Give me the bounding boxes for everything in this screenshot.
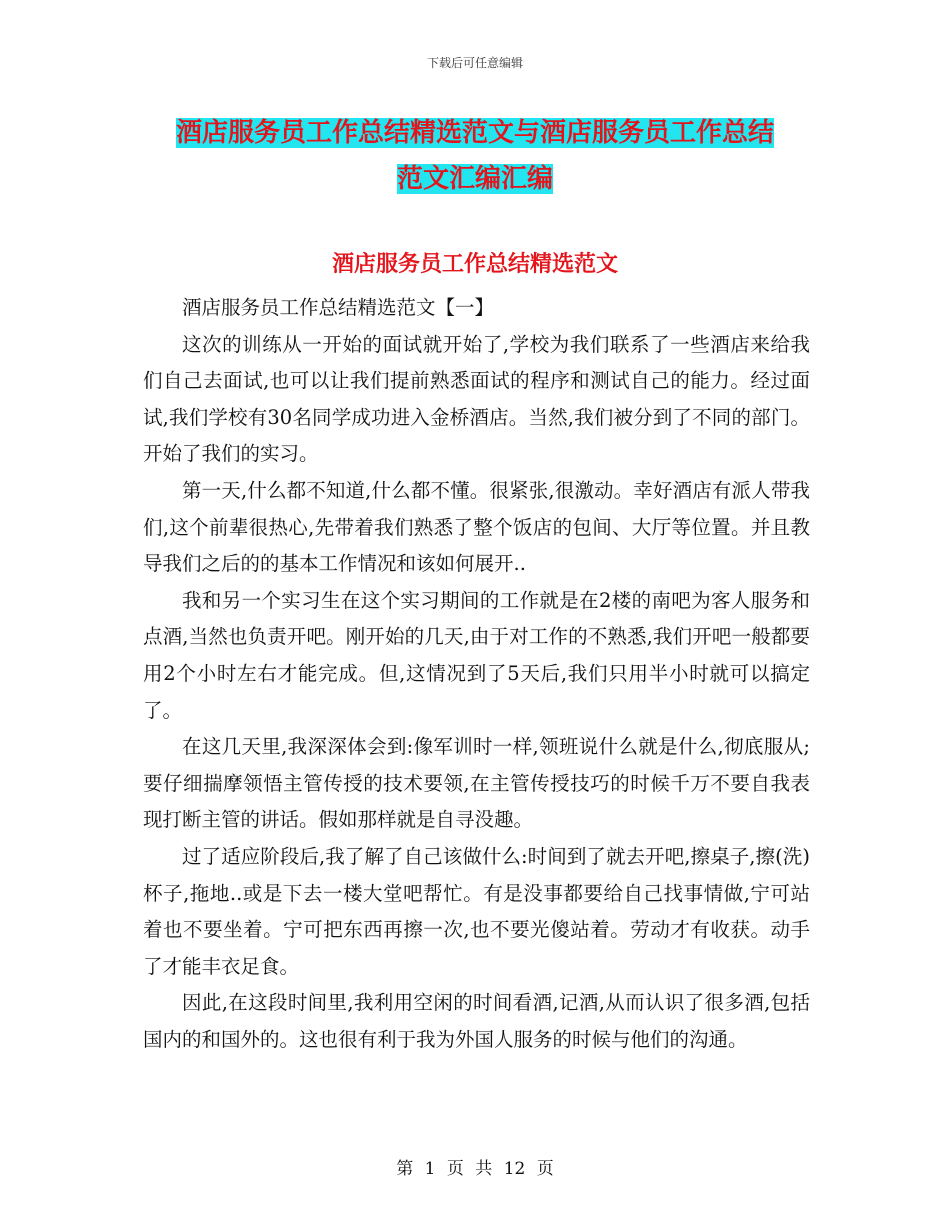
paragraph-subheading: 酒店服务员工作总结精选范文【一】: [182, 296, 495, 319]
paragraph: 第一天,什么都不知道,什么都不懂。很紧张,很激动。幸好酒店有派人带我们,这个前辈很热心,先带着我们熟悉了整个饭店的包间、大厅等位置。并且教导我们之后的的基本工作情况和该如何展开..: [143, 478, 810, 576]
paragraph: 这次的训练从一开始的面试就开始了,学校为我们联系了一些酒店来给我们自己去面试,也可以让我们提前熟悉面试的程序和测试自己的能力。经过面试,我们学校有30名同学成功进入金桥酒店。当然,我们被分到了不同的部门。开始了我们的实习。: [143, 332, 810, 466]
paragraph: 因此,在这段时间里,我利用空闲的时间看酒,记酒,从而认识了很多酒,包括国内的和国外的。这也很有利于我为外国人服务的时候与他们的沟通。: [143, 991, 810, 1051]
document-title-line-2: 范文汇编汇编: [396, 164, 553, 194]
page-number-footer: 第 1 页 共 12 页: [396, 1159, 554, 1179]
paragraph: 我和另一个实习生在这个实习期间的工作就是在2楼的南吧为客人服务和点酒,当然也负责开吧。刚开始的几天,由于对工作的不熟悉,我们开吧一般都要用2个小时左右才能完成。但,这情况到了5天后,我们只用半小时就可以搞定了。: [143, 588, 810, 722]
page-header-note: 下载后可任意编辑: [426, 56, 523, 70]
section-title: 酒店服务员工作总结精选范文: [331, 252, 618, 277]
paragraph: 在这几天里,我深深体会到:像军训时一样,领班说什么就是什么,彻底服从;要仔细揣摩领悟主管传授的技术要领,在主管传授技巧的时候千万不要自我表现打断主管的讲话。假如那样就是自寻没趣。: [143, 735, 810, 832]
document-title-line-1: 酒店服务员工作总结精选范文与酒店服务员工作总结: [175, 118, 774, 148]
paragraph: 过了适应阶段后,我了解了自己该做什么:时间到了就去开吧,擦桌子,擦(洗)杯子,拖地..或是下去一楼大堂吧帮忙。有是没事都要给自己找事情做,宁可站着也不要坐着。宁可把东西再擦一次,也不要光傻站着。劳动才有收获。动手了才能丰衣足食。: [143, 844, 810, 978]
document-title: [140, 110, 810, 202]
body-text: [143, 290, 810, 1058]
